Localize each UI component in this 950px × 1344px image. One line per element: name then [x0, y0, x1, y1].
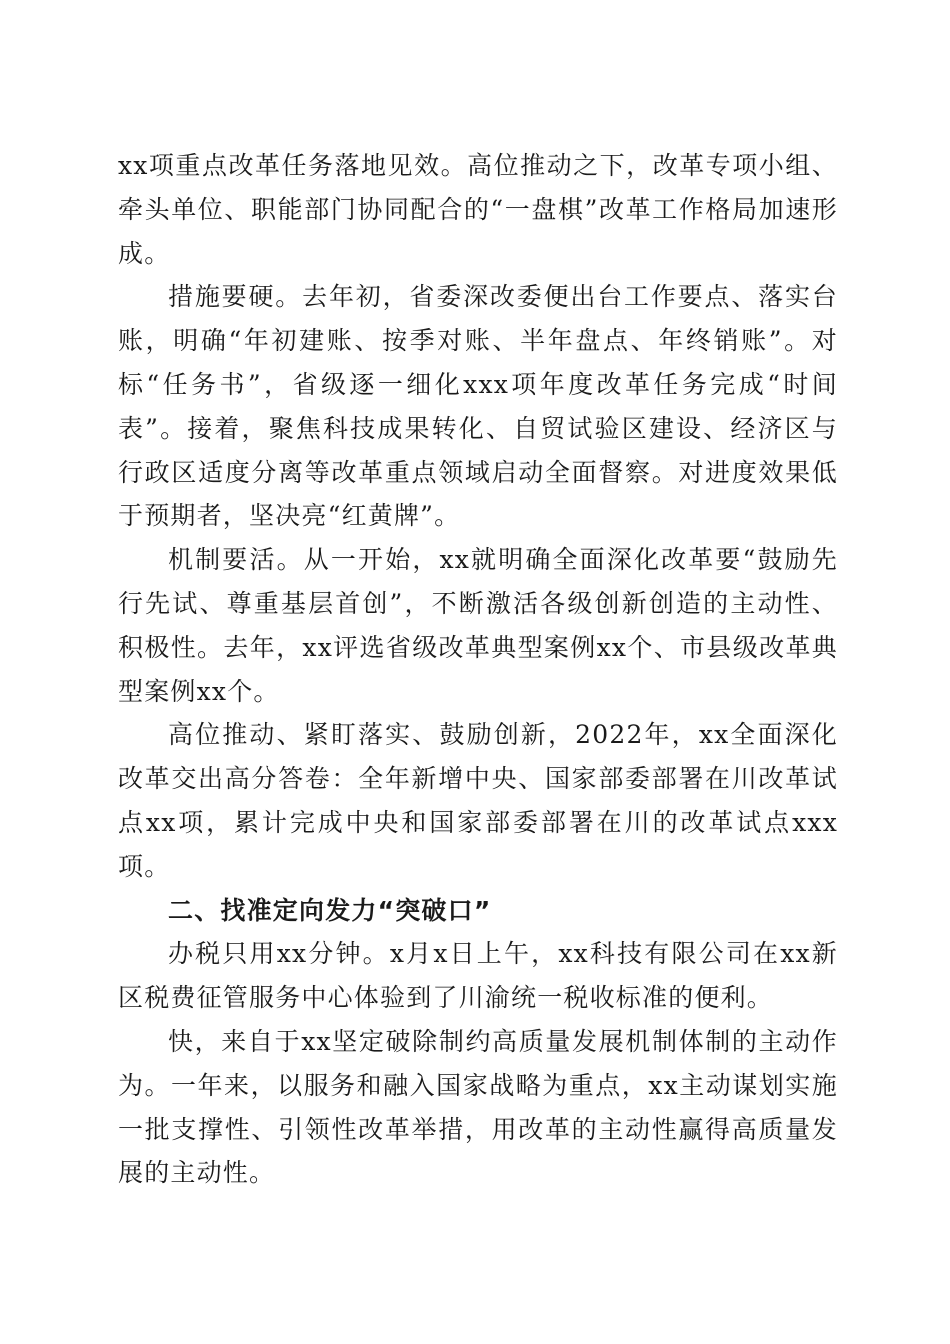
paragraph-continuation: xx项重点改革任务落地见效。高位推动之下，改革专项小组、牵头单位、职能部门协同配合的“一盘棋”改革工作格局加速形成。	[118, 151, 838, 268]
paragraph-speed: 快，来自于xx坚定破除制约高质量发展机制体制的主动作为。一年来，以服务和融入国家战略为重点，xx主动谋划实施一批支撑性、引领性改革举措，用改革的主动性赢得高质量发展的主动性。	[118, 1026, 838, 1188]
paragraph-mechanism: 机制要活。从一开始，xx就明确全面深化改革要“鼓励先行先试、尊重基层首创”，不断激活各级创新创造的主动性、积极性。去年，xx评选省级改革典型案例xx个、市县级改革典型案例xx个。	[118, 545, 838, 706]
section-heading: 二、找准定向发力“突破口”	[168, 895, 492, 925]
paragraph-tax: 办税只用xx分钟。x月x日上午，xx科技有限公司在xx新区税费征管服务中心体验到了川渝统一税收标准的便利。	[118, 939, 838, 1013]
paragraph-summary: 高位推动、紧盯落实、鼓励创新，2022年，xx全面深化改革交出高分答卷：全年新增中央、国家部委部署在川改革试点xx项，累计完成中央和国家部委部署在川的改革试点xxx项。	[118, 720, 838, 881]
paragraph-measures: 措施要硬。去年初，省委深改委便出台工作要点、落实台账，明确“年初建账、按季对账、半年盘点、年终销账”。对标“任务书”，省级逐一细化xxx项年度改革任务完成“时间表”。接着，聚焦科技成果转化、自贸试验区建设、经济区与行政区适度分离等改革重点领域启动全面督察。对进度效果低于预期者，坚决亮“红黄牌”。	[118, 282, 838, 531]
document-body	[118, 144, 838, 1195]
